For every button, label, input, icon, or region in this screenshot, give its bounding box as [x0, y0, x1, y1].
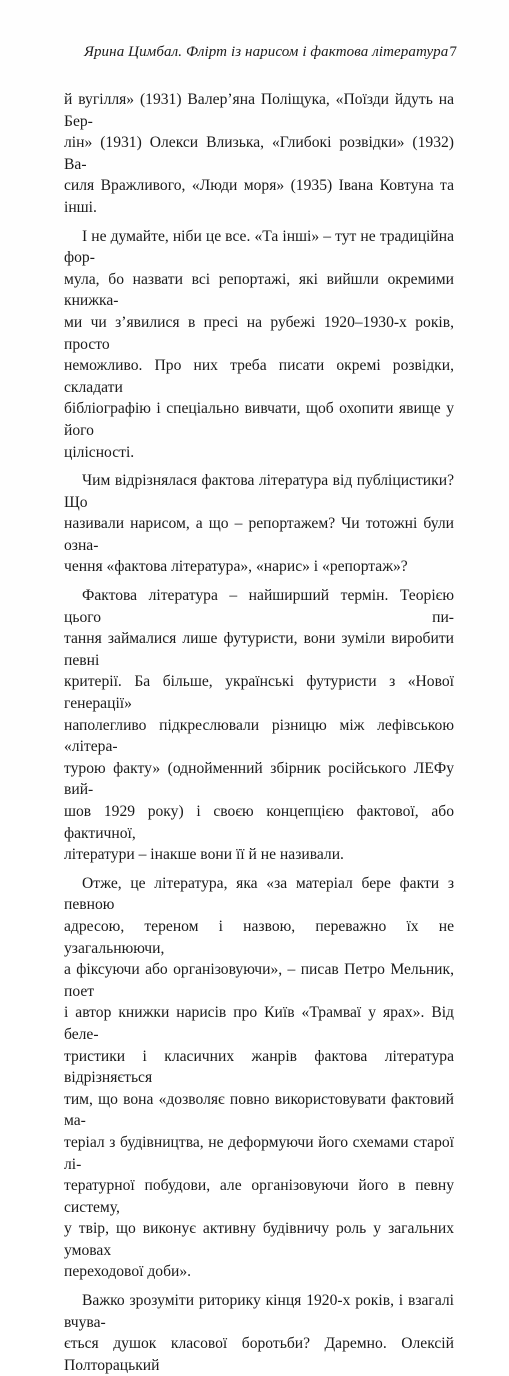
text-line: адресою, тереном і назвою, переважно їх не узагальнюючи,	[64, 917, 454, 957]
paragraph-4	[64, 585, 454, 866]
body-text	[64, 89, 454, 1376]
text-line: а фіксуючи або організовуючи», – писав Петро Мельник, поет	[64, 961, 454, 1000]
paragraph-3	[64, 470, 454, 578]
text-line: шов 1929 року) і своєю концепцією фактової, або фактичної,	[64, 803, 454, 842]
running-title: Ярина Цимбал. Флірт із нарисом і фактова література	[84, 44, 449, 60]
text-line: називали нарисом, а що – репортажем? Чи тотожні були озна-	[64, 515, 454, 554]
text-line: і автор книжки нарисів про Київ «Трамваї у ярах». Від беле-	[64, 1004, 454, 1043]
text-line: чення «фактова література», «нарис» і «репортаж»?	[64, 558, 408, 576]
paragraph-6	[64, 1290, 454, 1376]
running-head	[52, 44, 457, 66]
text-line: силя Вражливого, «Люди моря» (1935) Івана Ковтуна та інші.	[64, 177, 454, 216]
text-line: тим, що вона «дозволяє повно використовувати фактовий ма-	[64, 1090, 454, 1130]
text-line: неможливо. Про них треба писати окремі розвідки, складати	[64, 357, 454, 396]
text-line: переходової доби».	[64, 1263, 192, 1281]
text-line: літератури – інакше вони її й не називали.	[64, 846, 344, 864]
text-line: у твір, що виконує активну будівничу роль у загальних умовах	[64, 1220, 454, 1259]
text-line: наполегливо підкреслювали різницю між лефівською «літера-	[64, 716, 454, 756]
text-line: турою факту» (однойменний збірник російського ЛЕФу вий-	[64, 759, 454, 799]
text-line: І не думайте, ніби це все. «Та інші» – тут не традиційна фор-	[64, 227, 454, 267]
text-line: Фактова література – найширший термін. Теорією цього пи-	[64, 587, 454, 626]
text-line: теріал з будівництва, не деформуючи його схемами старої лі-	[64, 1133, 454, 1173]
paragraph-1	[64, 89, 454, 219]
text-line: Отже, це література, яка «за матеріал бере факти з певною	[64, 874, 454, 914]
text-line: лін» (1931) Олекси Влизька, «Глибокі розвідки» (1932) Ва-	[64, 134, 454, 173]
text-line: ється душок класової боротьби? Даремно. Олексій Полторацький	[64, 1335, 454, 1374]
paragraph-2	[64, 226, 454, 464]
text-line: Чим відрізнялася фактова література від публіцистики? Що	[64, 472, 454, 511]
text-line: бібліографію і спеціально вивчати, щоб охопити явище у його	[64, 400, 454, 439]
page-number: 7	[449, 44, 457, 60]
text-line: критерії. Ба більше, українські футуристи з «Нової генерації»	[64, 673, 454, 713]
paragraph-5	[64, 873, 454, 1283]
text-line: цілісності.	[64, 443, 135, 461]
text-line: мула, бо назвати всі репортажі, які вийшли окремими книжка-	[64, 270, 454, 310]
text-line: й вугілля» (1931) Валер’яна Поліщука, «Поїзди йдуть на Бер-	[64, 91, 454, 130]
text-line: тання займалися лише футуристи, вони зуміли виробити певні	[64, 630, 454, 669]
text-line: Важко зрозуміти риторику кінця 1920-х років, і взагалі вчува-	[64, 1292, 454, 1331]
text-line: тературної побудови, але організовуючи його в певну систему,	[64, 1177, 454, 1216]
text-line: тристики і класичних жанрів фактова література відрізняється	[64, 1047, 454, 1087]
text-line: ми чи з’явилися в пресі на рубежі 1920–1930-х років, просто	[64, 313, 454, 353]
